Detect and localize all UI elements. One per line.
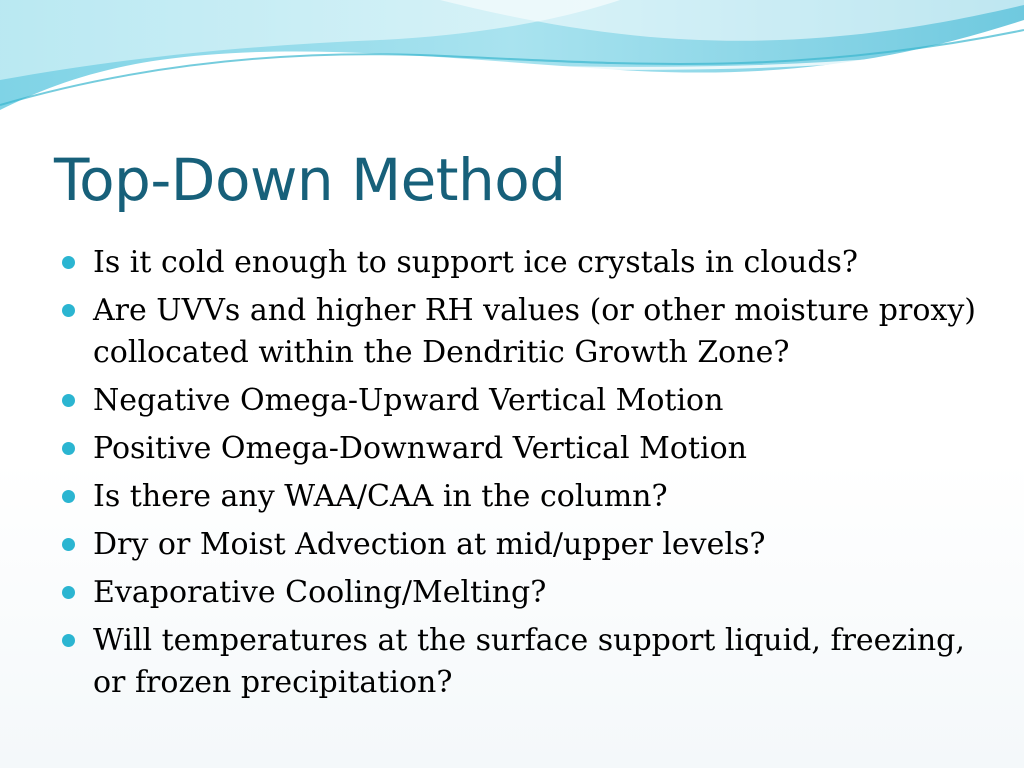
- bullet-text: Positive Omega-Downward Vertical Motion: [93, 431, 747, 466]
- bullet-item: [60, 620, 980, 704]
- bullet-text: Negative Omega-Upward Vertical Motion: [93, 383, 724, 418]
- filled-circle-bullet-icon: [62, 586, 75, 599]
- filled-circle-bullet-icon: [62, 634, 75, 647]
- filled-circle-bullet-icon: [62, 538, 75, 551]
- bullet-item: [60, 242, 980, 284]
- bullet-item: [60, 428, 980, 470]
- bullet-list: [60, 242, 980, 710]
- bullet-item: [60, 572, 980, 614]
- bullet-text: Dry or Moist Advection at mid/upper levels?: [93, 527, 766, 562]
- filled-circle-bullet-icon: [62, 304, 75, 317]
- bullet-item: [60, 290, 980, 374]
- bullet-text: Are UVVs and higher RH values (or other moisture proxy) collocated within the Dendritic Growth Zone?: [93, 293, 976, 370]
- filled-circle-bullet-icon: [62, 442, 75, 455]
- bullet-item: [60, 380, 980, 422]
- bullet-text: Is there any WAA/CAA in the column?: [93, 479, 668, 514]
- bullet-text: Will temperatures at the surface support liquid, freezing, or frozen precipitation?: [93, 623, 965, 700]
- filled-circle-bullet-icon: [62, 490, 75, 503]
- bullet-text: Evaporative Cooling/Melting?: [93, 575, 547, 610]
- bullet-item: [60, 476, 980, 518]
- filled-circle-bullet-icon: [62, 394, 75, 407]
- bullet-item: [60, 524, 980, 566]
- filled-circle-bullet-icon: [62, 256, 75, 269]
- bullet-text: Is it cold enough to support ice crystals in clouds?: [93, 245, 859, 280]
- slide-title: Top-Down Method: [54, 146, 566, 214]
- header-wave-decoration: [0, 0, 1024, 120]
